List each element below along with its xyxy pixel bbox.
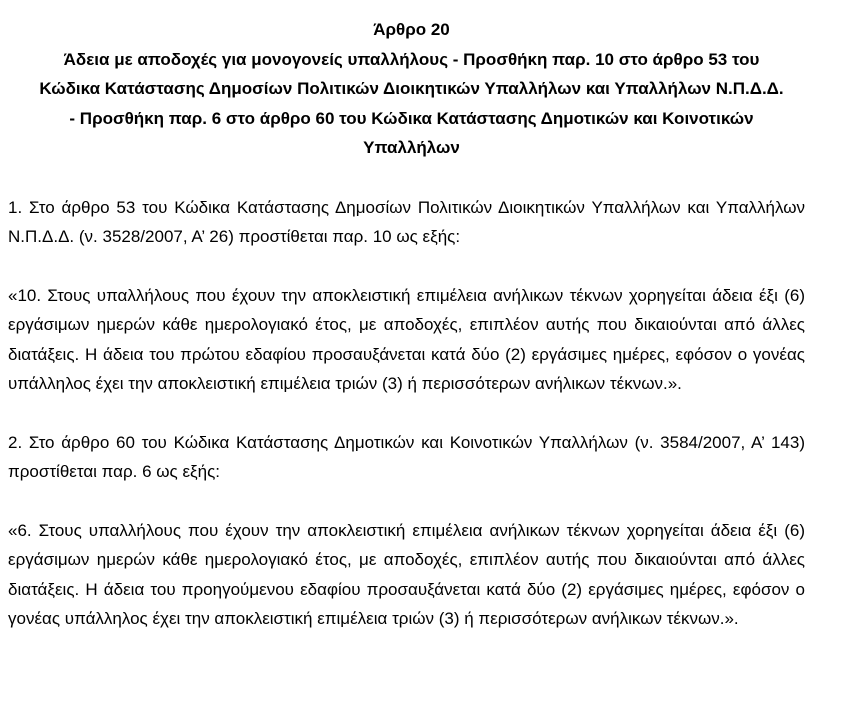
article-title: Άδεια με αποδοχές για μονογονείς υπαλλήλους - Προσθήκη παρ. 10 στο άρθρο 53 του Κώδικα Κατάστασης Δημοσίων Πολιτικών Διοικητικών Υπαλλήλων και Υπαλλήλων Ν.Π.Δ.Δ. - Προσθήκη παρ. 6 στο άρθρο 60 του Κώδικα Κατάστασης Δημοτικών και Κοινοτικών Υπαλλήλων xyxy=(39,49,784,157)
paragraph-quote-6: «6. Στους υπαλλήλους που έχουν την αποκλειστική επιμέλεια ανήλικων τέκνων χορηγείται άδεια έξι (6) εργάσιμων ημερών κάθε ημερολογιακό έτος, με αποδοχές, επιπλέον αυτής που δικαιούνται από άλλες διατάξεις. Η άδεια του προηγούμενου εδαφίου προσαυξάνεται κατά δύο (2) εργάσιμες ημέρες, εφόσον ο γονέας υπάλληλος έχει την αποκλειστική επιμέλεια τριών (3) ή περισσότερων ανήλικων τέκνων.». xyxy=(8,520,805,628)
article-heading xyxy=(8,15,805,163)
paragraph-2: 2. Στο άρθρο 60 του Κώδικα Κατάστασης Δημοτικών και Κοινοτικών Υπαλλήλων (ν. 3584/2007, Α’ 143) προστίθεται παρ. 6 ως εξής: xyxy=(8,432,805,481)
article-number: Άρθρο 20 xyxy=(373,20,450,39)
paragraph-1: 1. Στο άρθρο 53 του Κώδικα Κατάστασης Δημοσίων Πολιτικών Διοικητικών Υπαλλήλων και Υπαλλήλων Ν.Π.Δ.Δ. (ν. 3528/2007, Α’ 26) προστίθεται παρ. 10 ως εξής: xyxy=(8,197,805,246)
paragraph-quote-10: «10. Στους υπαλλήλους που έχουν την αποκλειστική επιμέλεια ανήλικων τέκνων χορηγείται άδεια έξι (6) εργάσιμων ημερών κάθε ημερολογιακό έτος, με αποδοχές, επιπλέον αυτής που δικαιούνται από άλλες διατάξεις. Η άδεια του πρώτου εδαφίου προσαυξάνεται κατά δύο (2) εργάσιμες ημέρες, εφόσον ο γονέας υπάλληλος έχει την αποκλειστική επιμέλεια τριών (3) ή περισσότερων ανήλικων τέκνων.». xyxy=(8,285,805,393)
